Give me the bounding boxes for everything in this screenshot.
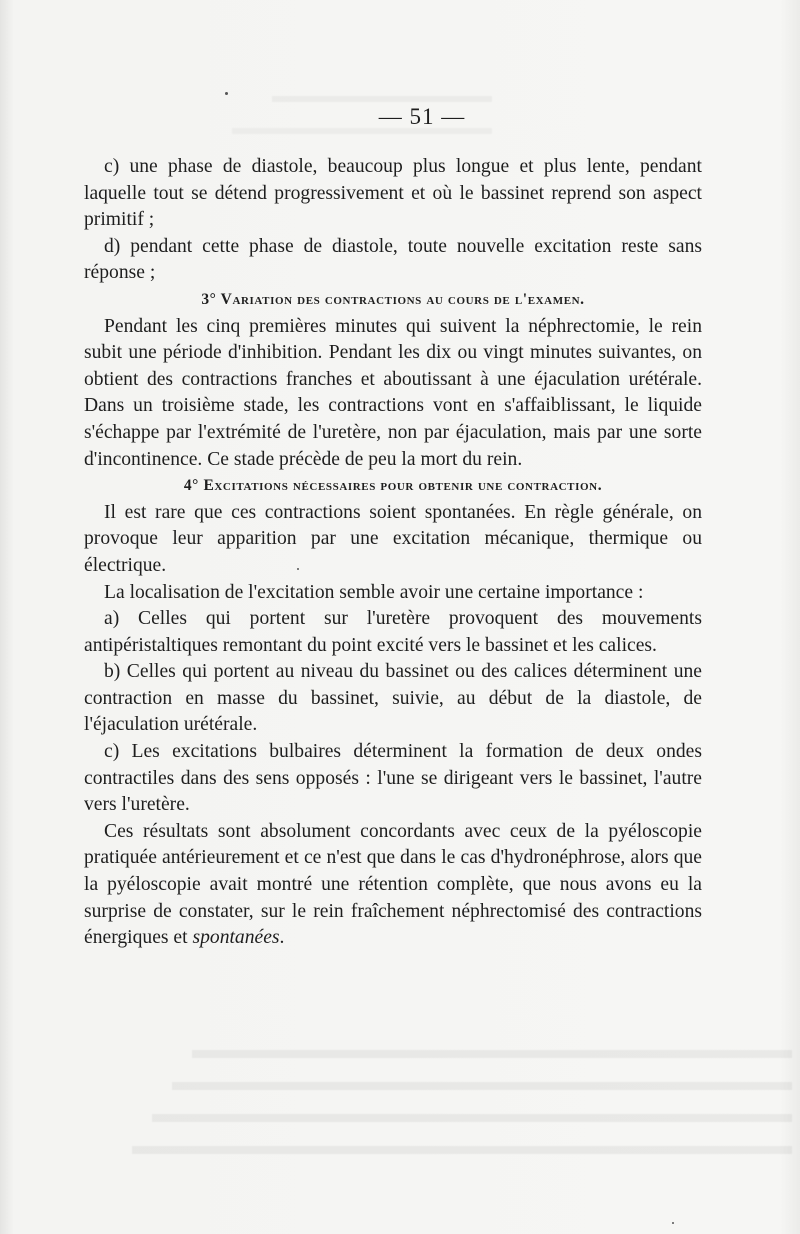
paragraph: d) pendant cette phase de diastole, toute nouvelle excitation reste sans réponse ; <box>84 235 702 284</box>
emphasis-text: spontanées <box>192 927 280 949</box>
list-item: c) Les excitations bulbaires déterminent la formation de deux ondes contractiles dans des sens opposés : l'une se dirigeant vers le bassinet, l'autre vers l'uretère. <box>84 741 702 816</box>
section-heading: 4° Excitations nécessaires pour obtenir une contraction. <box>183 477 603 495</box>
speck <box>225 92 228 95</box>
body-text <box>84 154 702 952</box>
paragraph-end: . <box>279 927 285 949</box>
paragraph <box>84 819 702 952</box>
section-heading: 3° Variation des contractions au cours de l'examen. <box>201 290 585 308</box>
paragraph: c) une phase de diastole, beaucoup plus longue et plus lente, pendant laquelle tout se détend progressivement et où le bassinet reprend son aspect primitif ; <box>84 156 702 231</box>
show-through-texture-bottom <box>92 1050 792 1178</box>
paragraph: Pendant les cinq premières minutes qui suivent la néphrectomie, le rein subit une période d'inhibition. Pendant les dix ou vingt minutes suivantes, on obtient des contractions franches et aboutissant à une éjaculation urétérale. Dans un troisième stade, les contractions vont en s'affaiblissant, le liquide s'échappe par l'extrémité de l'uretère, non par éjaculation, mais par une sorte d'incontinence. Ce stade précède de peu la mort du rein. <box>84 315 702 470</box>
list-item: a) Celles qui portent sur l'uretère provoquent des mouvements antipéristaltiques remontant du point excité vers le bassinet et les calices. <box>84 608 702 656</box>
page-number: — 51 — <box>378 104 466 129</box>
paragraph-text: Ces résultats sont absolument concordants avec ceux de la pyéloscopie pratiquée antérieurement et ce n'est que dans le cas d'hydronéphrose, alors que la pyéloscopie avait montré une rétention complète, que nous avons eu la surprise de constater, sur le rein fraîchement néphrectomisé des contractions énergiques et <box>84 820 702 949</box>
list-item: b) Celles qui portent au niveau du bassinet ou des calices déterminent une contraction en masse du bassinet, suivie, au début de la diastole, de l'éjaculation urétérale. <box>84 661 702 736</box>
speck <box>672 1222 674 1224</box>
paragraph: La localisation de l'excitation semble avoir une certaine importance : <box>104 581 644 603</box>
paragraph: Il est rare que ces contractions soient spontanées. En règle générale, on provoque leur apparition par une excitation mécanique, thermique ou électrique. <box>84 501 702 576</box>
